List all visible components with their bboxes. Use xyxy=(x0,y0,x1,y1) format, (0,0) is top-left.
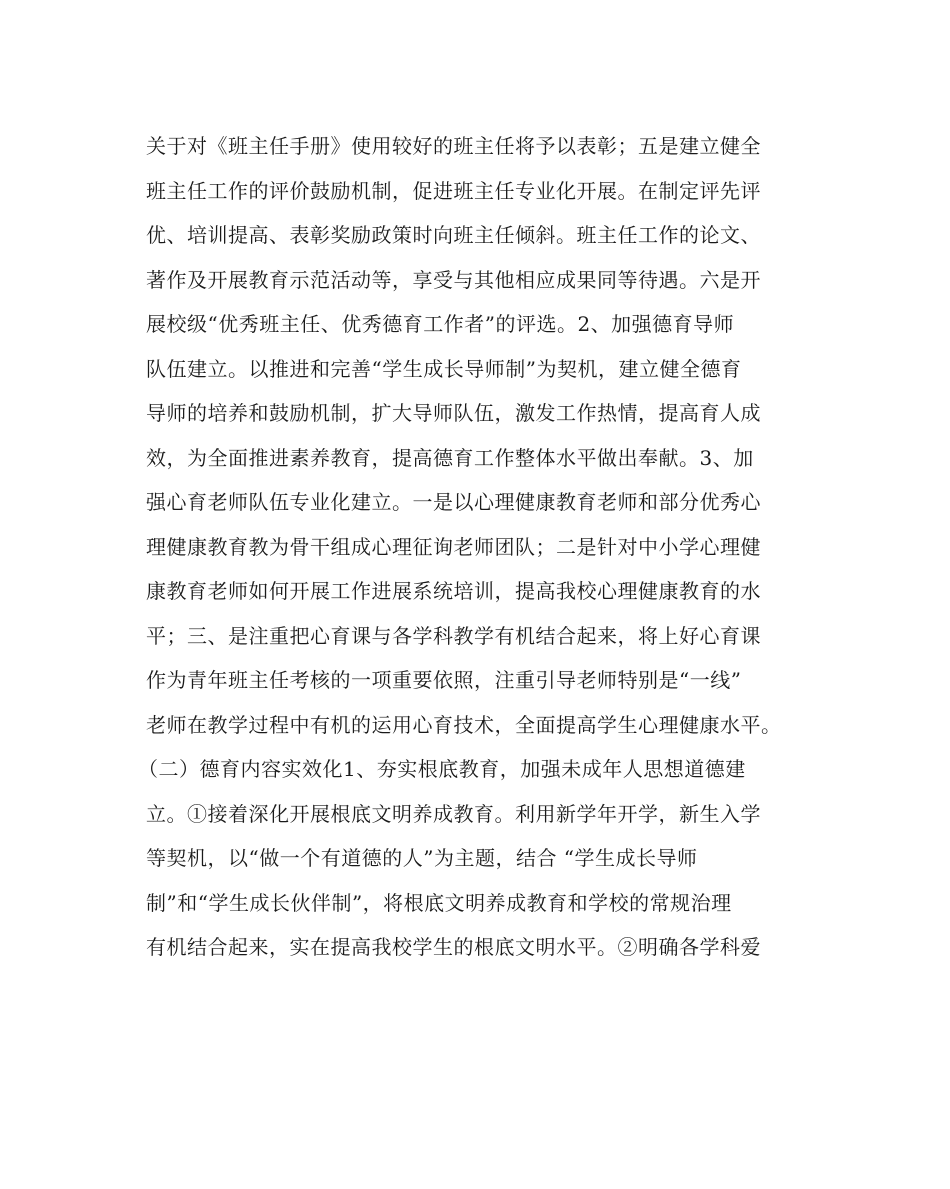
text-line: （二）德育内容实效化1、夯实根底教育，加强未成年人思想道德建 xyxy=(138,757,746,781)
text-line: 制”和“学生成长伙伴制”，将根底文明养成教育和学校的常规治理 xyxy=(146,890,732,915)
text-line: 平；三、是注重把心育课与各学科教学有机结合起来，将上好心育课 xyxy=(146,623,761,648)
text-line: 老师在教学过程中有机的运用心育技术，全面提高学生心理健康水平。 xyxy=(146,712,782,737)
text-line: 理健康教育教为骨干组成心理征询老师团队；二是针对中小学心理健 xyxy=(146,534,761,559)
text-line: 班主任工作的评价鼓励机制，促进班主任专业化开展。在制定评先评 xyxy=(146,178,761,203)
text-line: 队伍建立。以推进和完善“学生成长导师制”为契机，建立健全德育 xyxy=(146,356,742,381)
text-line: 立。①接着深化开展根底文明养成教育。利用新学年开学，新生入学 xyxy=(146,801,761,826)
text-line: 优、培训提高、表彰奖励政策时向班主任倾斜。班主任工作的论文、 xyxy=(146,223,761,247)
text-line: 等契机，以“做一个有道德的人”为主题，结合 “学生成长导师 xyxy=(146,846,698,870)
text-line: 效，为全面推进素养教育，提高德育工作整体水平做出奉献。3、加 xyxy=(146,445,754,470)
text-line: 有机结合起来，实在提高我校学生的根底文明水平。②明确各学科爱 xyxy=(146,935,761,959)
text-line: 康教育老师如何开展工作进展系统培训，提高我校心理健康教育的水 xyxy=(146,579,761,603)
text-line: 导师的培养和鼓励机制，扩大导师队伍，激发工作热情，提高育人成 xyxy=(146,401,761,425)
text-line: 展校级“优秀班主任、优秀德育工作者”的评选。2、加强德育导师 xyxy=(146,312,735,336)
text-line: 关于对《班主任手册》使用较好的班主任将予以表彰；五是建立健全 xyxy=(146,134,761,158)
text-line: 著作及开展教育示范活动等，享受与其他相应成果同等待遇。六是开 xyxy=(146,267,761,292)
text-line: 作为青年班主任考核的一项重要依照，注重引导老师特别是“一线” xyxy=(146,668,742,692)
text-line: 强心育老师队伍专业化建立。一是以心理健康教育老师和部分优秀心 xyxy=(146,490,761,514)
body-text xyxy=(138,124,826,970)
